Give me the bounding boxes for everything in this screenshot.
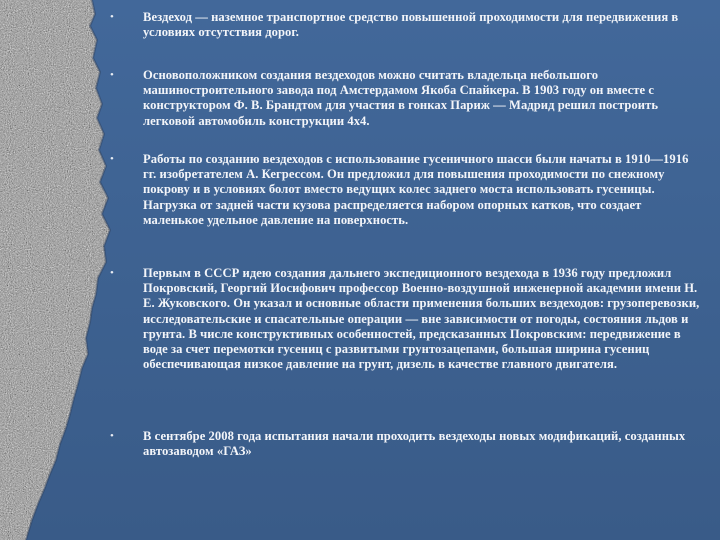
bullet-marker: • [110,11,114,23]
bullet-marker: • [110,430,114,442]
bullet-text: Первым в СССР идею создания дальнего экспедиционного вездехода в 1936 году предложил Покровский, Георгий Иосифович профессор Военно-воздушной инженерной академии имени Н. Е. Жуковского. Он указал и основные области применения больших вездеходов: грузоперевозки, исследовательские и спасательные операции — вне зависимости от погоды, состояния льдов и грунта. В числе конструктивных особенностей, предсказанных Покровским: передвижение в воде за счет перемотки гусениц с развитыми грунтозацепами, большая ширина гусениц обеспечивающая низкое давление на грунт, дизель в качестве главного двигателя. [143,266,700,372]
bullet-marker: • [110,69,114,81]
bullet-item [110,68,700,129]
bullet-text: Основоположником создания вездеходов можно считать владельца небольшого машиностроительного завода под Амстердамом Якоба Спайкера. В 1903 году он вместе с конструктором Ф. В. Брандтом для участия в гонках Париж — Мадрид решил построить легковой автомобиль конструкции 4х4. [143,68,659,128]
bullet-text: Вездеход — наземное транспортное средство повышенной проходимости для передвижения в условиях отсутствия дорог. [143,10,679,40]
bullet-marker: • [110,267,114,279]
bullet-item [110,10,700,40]
bullet-item [110,152,700,228]
bullet-marker: • [110,153,114,165]
bullet-item [110,429,700,459]
bullet-text: Работы по созданию вездеходов с использование гусеничного шасси были начаты в 1910—1916 гг. изобретателем А. Кегрессом. Он предложил для повышения проходимости по снежному покрову и в условиях болот вместо ведущих колес заднего моста использовать гусеницы. Нагрузка от задней части кузова распределяется набором опорных катков, что создает маленькое удельное давление на поверхность. [143,152,689,227]
bullet-item [110,266,700,372]
bullet-text: В сентябре 2008 года испытания начали проходить вездеходы новых модификаций, созданных автозаводом «ГАЗ» [143,429,686,459]
